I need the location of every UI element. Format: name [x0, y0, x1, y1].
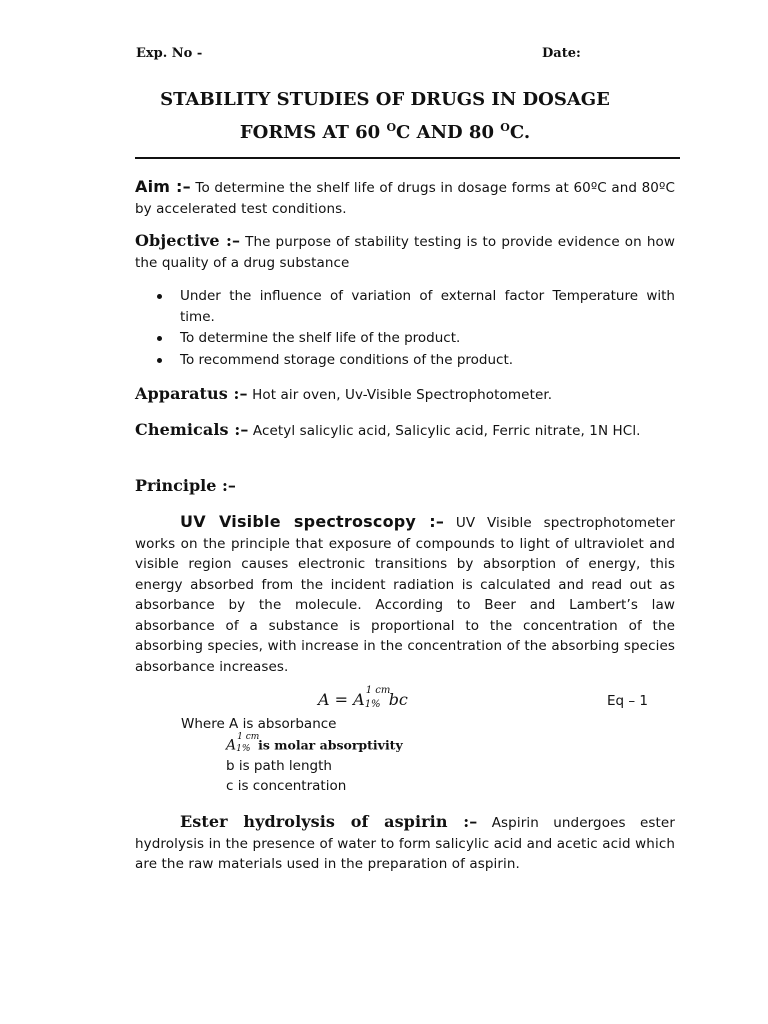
equation-scripts — [364, 684, 391, 711]
ester-text: Aspirin undergoes ester hydrolysis in the presence of water to form salicylic acid and acetic acid which are the raw materials used in the preparation of aspirin. — [135, 815, 675, 872]
apparatus-text: Hot air oven, Uv-Visible Spectrophotometer. — [252, 387, 553, 403]
molar-symbol: A — [226, 737, 237, 754]
equation-superscript: 1 cm — [365, 684, 391, 696]
aim-section — [135, 177, 675, 219]
objective-section — [135, 231, 675, 273]
apparatus-section — [135, 384, 675, 406]
page-title-line-2 — [100, 122, 670, 143]
molar-scripts — [236, 732, 260, 755]
objective-label: Objective :– — [135, 231, 241, 250]
bullet-text: To determine the shelf life of the product. — [180, 330, 461, 346]
list-item — [135, 328, 675, 349]
objective-bullet-list — [135, 286, 675, 371]
molar-subscript: 1% — [236, 744, 251, 754]
bullet-icon — [157, 336, 162, 341]
title-part-2: C AND 80 — [396, 122, 501, 143]
where-line-1: Where A is absorbance — [181, 716, 337, 732]
beer-lambert-equation — [318, 684, 408, 711]
list-item — [135, 350, 675, 371]
ester-label: Ester hydrolysis of aspirin :– — [180, 812, 478, 831]
bullet-text: Under the influence of variation of external factor Temperature with time. — [180, 288, 675, 325]
uv-text: UV Visible spectrophotometer works on the principle that exposure of compounds to light of ultraviolet and visible region causes electronic transitions by absorption of energy, this energy absorbed from the incident radiation is calculated and read out as absorbance by the molecule. According to Beer and Lambert’s law absorbance of a substance is proportional to the concentration of the absorbing species, with increase in the concentration of the absorbing species absorbance increases. — [135, 515, 675, 675]
chemicals-section — [135, 420, 675, 442]
uv-section — [135, 512, 675, 677]
equation-number: Eq – 1 — [607, 693, 649, 709]
equation-lhs: A = A — [318, 690, 365, 709]
equation-subscript: 1% — [364, 698, 381, 710]
bullet-text: To recommend storage conditions of the product. — [180, 351, 514, 368]
where-line-3: b is path length — [226, 758, 332, 774]
aim-label: Aim :– — [135, 177, 191, 196]
equation-rhs: bc — [388, 690, 408, 709]
ester-section — [135, 812, 675, 875]
title-superscript-1: O — [386, 121, 397, 134]
chemicals-text: Acetyl salicylic acid, Salicylic acid, Ferric nitrate, 1N HCl. — [252, 423, 641, 439]
date-label: Date: — [542, 46, 581, 61]
title-part-3: C. — [509, 122, 531, 143]
apparatus-label: Apparatus :– — [135, 384, 248, 403]
title-divider — [135, 157, 680, 159]
title-superscript-2: O — [500, 121, 510, 134]
list-item — [135, 286, 675, 327]
objective-text: The purpose of stability testing is to provide evidence on how the quality of a drug substance — [135, 234, 675, 271]
chemicals-label: Chemicals :– — [135, 420, 249, 439]
where-line-4: c is concentration — [226, 778, 347, 794]
bullet-icon — [157, 294, 162, 299]
bullet-icon — [157, 358, 162, 363]
exp-no-label: Exp. No - — [136, 46, 203, 61]
aim-text: To determine the shelf life of drugs in dosage forms at 60ºC and 80ºC by accelerated test conditions. — [135, 180, 675, 217]
uv-label: UV Visible spectroscopy :– — [180, 512, 445, 531]
where-line-molar — [226, 732, 403, 755]
title-part-1: FORMS AT 60 — [239, 122, 387, 143]
page-title-line-1: STABILITY STUDIES OF DRUGS IN DOSAGE — [160, 89, 610, 110]
molar-superscript: 1 cm — [237, 732, 260, 742]
principle-heading: Principle :– — [135, 476, 236, 495]
molar-text: is molar absorptivity — [258, 737, 403, 753]
